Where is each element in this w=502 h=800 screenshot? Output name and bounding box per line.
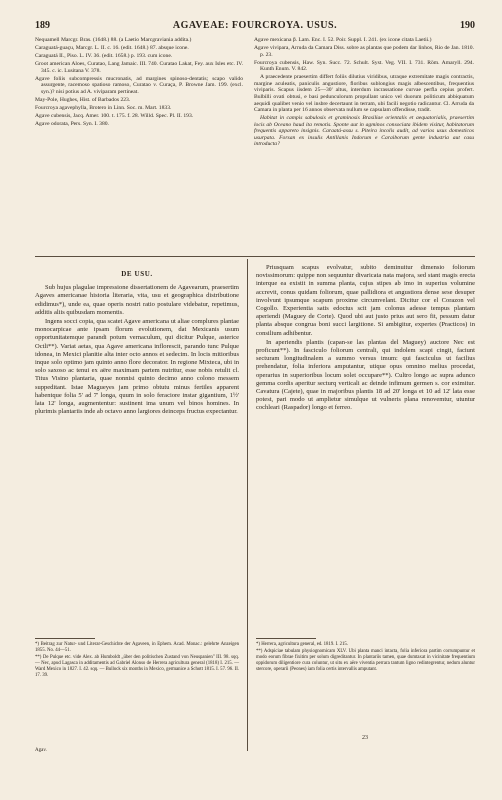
page-number-left: 189 <box>35 20 50 31</box>
synonym-entry: Caraguatá II., Piso. L. IV. 36. (edit. 1658.) p. 193. cum icone. <box>35 52 173 59</box>
footnote: **) De Pulque etc. vide Alex. ab Humboldt „über den politischen Zustand von Neuspanien" III. 98. sqq. — Nec, apud Lagasca in additamentis ad Gabriel Alonso de Herrera agricultura general (1818) I. 215. — Ward Mexico in 1827. I. 42. sqq. — Bullock six months in Mexico, germanice a Schott 1815. I. 57. 96. II. 17. 39. <box>35 655 239 679</box>
synonym-entry: Fourcroya cubensis, Haw. Syn. Succ. 72. Schult. Syst. Veg. VII. I. 731. Röm. Amaryll. 294. Kunth Enum. V. 842. <box>254 59 474 73</box>
synonym-entry: May-Pole, Hughes, Hist. of Barbados 223. <box>35 96 131 103</box>
species-description: A praecedente praesertim differt foliis dilutius viridibus, utraque extremitate magis contractis, margine aculeatis, paniculis angustiore, floribus sublongius magis albescentibus, frequentius viviparis. Scapus iisdem 25—30' altus, interdum incrassatione curvae perfla cepius profert. Bulbilli ovati obtusi, e basi pedunculorum propullant unico vel duorum politicum abbiquatum aequidi qualibet venio vel insbre decertaunt in terram, ubi facili negotio radicantur. Cl. Arruda da Camara in planta per 16 annos observata nullum se capsulam offendisse, tradit. <box>254 74 474 114</box>
synonym-entry: Groot american Aloes, Curatao, Lang Jamaic. III. 740. Curatao Lakat, Fey. aux Isles etc. IV. 345. c. ic. Lusitana V. 378. <box>35 60 243 74</box>
usus-left-column <box>35 264 239 417</box>
usus-right-column <box>256 264 475 414</box>
body-paragraph: In aperiendis plantis (capan-se las plantas del Maguey) auctore Nec est proficunt**). In fasciculo foliorum centrali, qui indolem scapi cingit, faciunt secturam longitudinalem a summo versus imum: qui fasciculus ut facilius prehendatur, folia inferiora amputantur, utique opus omnino melius procedat, operarius in superioribus locum solet occupare**). Cultro longo ac supra adunco gemma cordis aperitur secturq verticali ac deinde infimum germen s. cor eximitur. Cavatura (Cajete), quae in majoribus plantis 18 ad 20' longa et 10 ad 12' lata esse potest, pari modo ut amplietur simulque ut vulneris plana renovemtur, utuntur cochleari (Raspador) longo et ferreo. <box>256 338 475 412</box>
body-paragraph: Sub hujus plagulae impressione dissertationem de Agavearum, praesertim Agaves americanae historia literaria, vita, usu et geographica distributione edidimus*), unde ea, quae operis nostri ratio postulare videbatur, repetimus, additis aliis quibusdam momentis. <box>35 284 239 316</box>
footnotes-right <box>256 642 475 674</box>
synonym-entry: Agave cubensis, Jacq. Amer. 100. t. 175. f. 28. Willd. Spec. Pl. II. 193. <box>35 112 194 119</box>
page-number-right: 190 <box>460 20 475 31</box>
synonym-entry: Agave foliis subcompressis mucronatis, ad margines spinoso-dentatis; scapo valido assurgente, racemoso spatioso ramoso, Curatao v. Curaça, P. Browne Jam. 199. (excl. syn.)? nisi potius ad A. viviparam pertineat. <box>35 75 243 95</box>
sheet-number: 23 <box>362 735 368 741</box>
synonym-entry: Agave odorata, Pers. Syn. I. 380. <box>35 120 109 127</box>
synonym-entry: Fourcroya agavephylla, Brotero in Linn. Soc. m. Mart. 1833. <box>35 104 172 111</box>
footnotes-left <box>35 642 239 681</box>
synonym-entry: Agave vivipara, Arruda da Camara Diss. sobre as plantas que podem dar linhos, Rio de Jan. 1810. p. 23. <box>254 44 474 58</box>
signature-mark: Agav. <box>35 748 47 753</box>
footnote: **) Adspiciae tabulam physiognomicam XLV. Ubi planta manci intacta, folia inferiora partim corrumpuntur et modo eorum fibrae fixitim per solum digreditantur. In plantariis tamen, quae dumtaxat in vicinitate frequentium oppidorum diligentiore cura coluntur, ut situ ex aëre viventia perrara tantum ligno redintegrentur, nedum aluntur stercore, operarii (Peones) iam folia certis intervallis amputant. <box>256 649 475 673</box>
footnote: *) Herrera, agricultura general, ed. 1819. I. 215. <box>256 642 349 647</box>
synonym-entry: Agave mexicana β. Lam. Enc. I. 52. Poir. Suppl. I. 241. (ex icone citata Laetii.) <box>254 37 432 43</box>
footnote-rule <box>256 638 316 639</box>
footnote: *) Beitrag zur Natur- und Literar-Geschichte der Agaveen, in Ephem. Acad. Monac.: gelehrte Anzeigen 1855. No. 44—51. <box>35 642 239 654</box>
body-paragraph: Priusquam scapus evolvatur, subito deminuitur dimensio foliorum novissimorum: quippe non sequuntur divaricata nata majora, sed stant magis erecta interque ea existit in summa planta, cujus stipes ab imo in superius volumine accrevit, conus quidam foliorum, quae pallidiora et angustiora dense sese desuper involvunt ipsumque scapum proxime circumvelant. Dicitur cor el Corazon vel Cogollo. Experientia satis edoctus scit jam colonus adesse tempus plantam aperiendi (Maguey de Corte). Quod ubi aut justo prius aut sero fit, pessum datur planta absque congrua boni succi largitione. Si ambigitur, expertes (Practicos) in consilium adhibentur. <box>256 264 475 337</box>
running-title: AGAVEAE: FOURCROYA. USUS. <box>172 20 338 31</box>
synonymy-left-column <box>35 37 243 129</box>
body-paragraph: Ingens socci copia, qua scatet Agave americana ut aliae complures plantae monocarpicae ante ipsam florum evolutionem, dat Mexicanis usum opportunitatemque parandi potum vernaculum, qui dicitur Pulque, asterice Octli**). Variat aetas, qua Agave americana inflorescit, parando tunc Pulque idonea, in Mexici planitie alta inter octo annos et sedecim. In locis mitioribus inque solo optimo jam quinto anno flore decorator. In regione Mixteca, ubi in solo saxoso ac tenui ex aëre maximam partem nutritur, esse nobis retulit cl. Titus Visino plantaria, quae nonnisi quinto decimo anno colono messem suppeditant. Istae Magueyes jam primo obtutu minus fertiles apparent habentque folia 5' ad 7' longa, quum in solo feraciore instar gigantium, 1½' lata 12' longa, augmententur: sustinent ima unum vel binos homines. In plurimis plantariis inde ab octavo anno largiores deinceps fructus expectantur. <box>35 318 239 416</box>
section-heading: DE USU. <box>121 270 153 278</box>
synonym-entry: Caraguatá-guaçu, Marcgr. L. II. c. 16. (edit. 1648.) 87. absque icone. <box>35 44 189 51</box>
column-divider <box>247 259 248 751</box>
section-divider <box>35 256 475 257</box>
habitat-paragraph: Habitat in campis sabulosis et graminosis Brasiliae orientalis et aequatorialis, praesertim locis ab Oceano haud ita remotis. Sponte aut in agminos consociata ibidem visitur, habitatorum frequentis appareto insignis. Caraatá-assu s. Piteira incolis audit, ad varios usus domesticos usurpata. Forsan ex insulis Antillanis Indorum e Caraiborum gente industria aut casu introducta? <box>254 115 474 148</box>
synonymy-right-column <box>254 37 474 149</box>
synonym-entry: Nequamell Marcgr. Bras. (1648.) 88. (a Laetio Marcgraviania addita.) <box>35 37 192 43</box>
footnote-rule <box>35 638 95 639</box>
running-header <box>35 20 475 32</box>
